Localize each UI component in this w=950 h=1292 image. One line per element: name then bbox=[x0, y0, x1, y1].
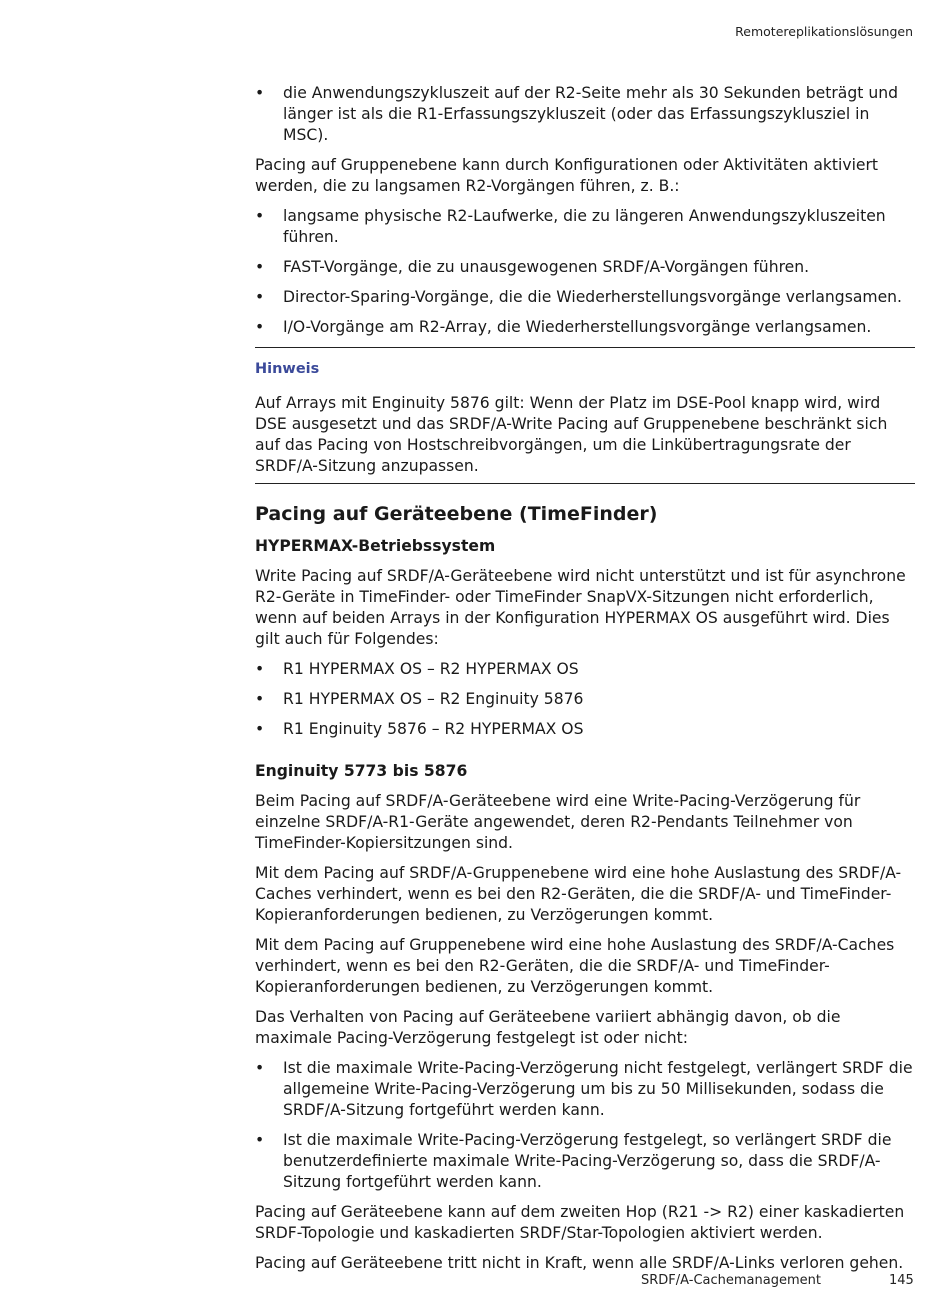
list-item bbox=[255, 659, 915, 680]
behavior-list bbox=[255, 1058, 915, 1193]
list-item bbox=[255, 689, 915, 710]
list-item bbox=[255, 287, 915, 308]
bullet-icon: • bbox=[255, 258, 265, 276]
note-label: Hinweis bbox=[255, 361, 320, 377]
paragraph-group-cache: Mit dem Pacing auf SRDF/A-Gruppenebene wird eine hohe Auslastung des SRDF/A-Caches verhindert, wenn es bei den R2-Geräten, die die SRDF/A- und TimeFinder-Kopieranforderungen bedienen, zu Verzögerungen kommt. bbox=[255, 864, 902, 924]
bullet-icon: • bbox=[255, 1131, 265, 1149]
list-item-text: R1 Enginuity 5876 – R2 HYPERMAX OS bbox=[283, 720, 584, 738]
running-header: Remotereplikationslösungen bbox=[735, 24, 913, 39]
bullet-icon: • bbox=[255, 720, 265, 738]
page-number: 145 bbox=[889, 1273, 914, 1288]
list-item bbox=[255, 1058, 915, 1121]
spacer bbox=[255, 749, 915, 761]
footer-title: SRDF/A-Cachemanagement bbox=[641, 1273, 821, 1288]
bullet-icon: • bbox=[255, 690, 265, 708]
hypermax-heading: HYPERMAX-Betriebssystem bbox=[255, 537, 496, 555]
list-item bbox=[255, 206, 915, 248]
list-item-text: Ist die maximale Write-Pacing-Verzögerung festgelegt, so verlängert SRDF die benutzerdefinierte maximale Write-Pacing-Verzögerung so, dass die SRDF/A-Sitzung fortgeführt werden kann. bbox=[283, 1131, 892, 1191]
list-item bbox=[255, 83, 915, 146]
list-item bbox=[255, 257, 915, 278]
paragraph-group-pacing: Pacing auf Gruppenebene kann durch Konfigurationen oder Aktivitäten aktiviert werden, die zu langsamen R2-Vorgängen führen, z. B.: bbox=[255, 156, 879, 195]
list-item-text: I/O-Vorgänge am R2-Array, die Wiederherstellungsvorgänge verlangsamen. bbox=[283, 318, 872, 336]
bullet-icon: • bbox=[255, 84, 265, 102]
paragraph-links: Pacing auf Geräteebene tritt nicht in Kraft, wenn alle SRDF/A-Links verloren gehen. bbox=[255, 1254, 904, 1272]
enginuity-heading: Enginuity 5773 bis 5876 bbox=[255, 762, 468, 780]
note-text: Auf Arrays mit Enginuity 5876 gilt: Wenn der Platz im DSE-Pool knapp wird, wird DSE ausgesetzt und das SRDF/A-Write Pacing auf Gruppenebene beschränkt sich auf das Pacing von Hostschreibvorgängen, um die Linkübertragungsrate der SRDF/A-Sitzung anzupassen. bbox=[255, 394, 888, 475]
bullet-icon: • bbox=[255, 318, 265, 336]
bullet-icon: • bbox=[255, 660, 265, 678]
intro-list bbox=[255, 83, 915, 146]
list-item bbox=[255, 317, 915, 338]
enginuity-paragraph: Beim Pacing auf SRDF/A-Geräteebene wird eine Write-Pacing-Verzögerung für einzelne SRDF/A-R1-Geräte angewendet, deren R2-Pendants Teilnehmer von TimeFinder-Kopiersitzungen sind. bbox=[255, 792, 861, 852]
group-causes-list bbox=[255, 206, 915, 338]
page-content bbox=[255, 83, 915, 1283]
list-item-text: FAST-Vorgänge, die zu unausgewogenen SRDF/A-Vorgängen führen. bbox=[283, 258, 810, 276]
list-item-text: langsame physische R2-Laufwerke, die zu längeren Anwendungszykluszeiten führen. bbox=[283, 207, 886, 246]
list-item-text: Director-Sparing-Vorgänge, die die Wiederherstellungsvorgänge verlangsamen. bbox=[283, 288, 903, 306]
list-item-text: die Anwendungszykluszeit auf der R2-Seite mehr als 30 Sekunden beträgt und länger ist als die R1-Erfassungszykluszeit (oder das Erfassungszyklusziel in MSC). bbox=[283, 84, 898, 144]
section-title: Pacing auf Geräteebene (TimeFinder) bbox=[255, 503, 658, 525]
paragraph-behavior: Das Verhalten von Pacing auf Geräteebene variiert abhängig davon, ob die maximale Pacing-Verzögerung festgelegt ist oder nicht: bbox=[255, 1008, 841, 1047]
bullet-icon: • bbox=[255, 207, 265, 225]
bullet-icon: • bbox=[255, 288, 265, 306]
note-box bbox=[255, 347, 915, 484]
list-item bbox=[255, 1130, 915, 1193]
list-item-text: R1 HYPERMAX OS – R2 HYPERMAX OS bbox=[283, 660, 579, 678]
bullet-icon: • bbox=[255, 1059, 265, 1077]
list-item-text: R1 HYPERMAX OS – R2 Enginuity 5876 bbox=[283, 690, 584, 708]
hypermax-list bbox=[255, 659, 915, 740]
list-item bbox=[255, 719, 915, 740]
hypermax-paragraph: Write Pacing auf SRDF/A-Geräteebene wird nicht unterstützt und ist für asynchrone R2-Geräte in TimeFinder- oder TimeFinder SnapVX-Sitzungen nicht erforderlich, wenn auf beiden Arrays in der Konfiguration HYPERMAX OS ausgeführt wird. Dies gilt auch für Folgendes: bbox=[255, 567, 906, 648]
paragraph-group-cache-2: Mit dem Pacing auf Gruppenebene wird eine hohe Auslastung des SRDF/A-Caches verhindert, wenn es bei den R2-Geräten, die die SRDF/A- und TimeFinder-Kopieranforderungen bedienen, zu Verzögerungen kommt. bbox=[255, 936, 895, 996]
list-item-text: Ist die maximale Write-Pacing-Verzögerung nicht festgelegt, verlängert SRDF die allgemeine Write-Pacing-Verzögerung um bis zu 50 Millisekunden, sodass die SRDF/A-Sitzung fortgeführt werden kann. bbox=[283, 1059, 913, 1119]
paragraph-hop: Pacing auf Geräteebene kann auf dem zweiten Hop (R21 -> R2) einer kaskadierten SRDF-Topologie und kaskadierten SRDF/Star-Topologien aktiviert werden. bbox=[255, 1203, 905, 1242]
